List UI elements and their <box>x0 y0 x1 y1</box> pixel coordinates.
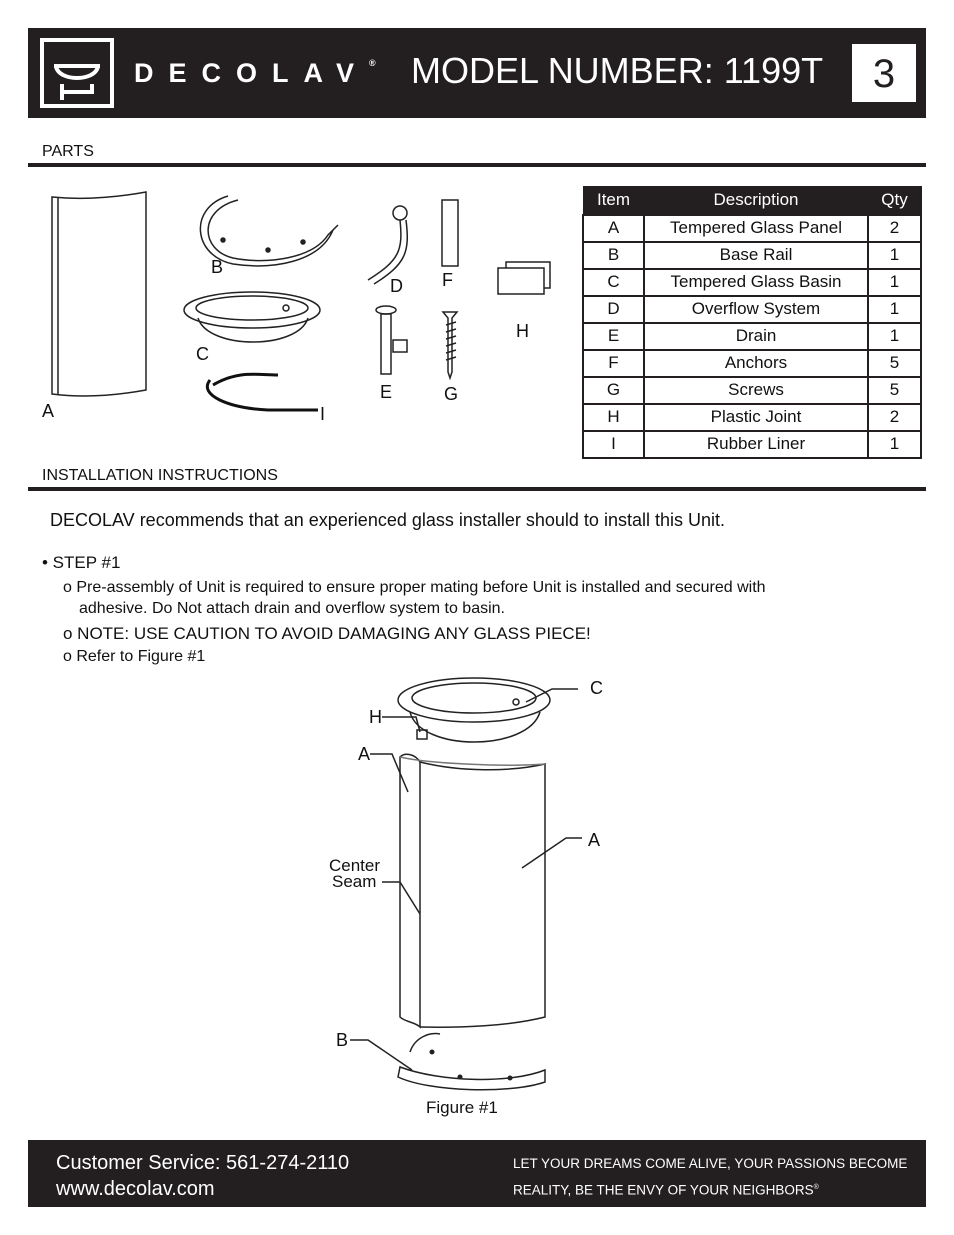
qty-cell: 1 <box>868 269 921 296</box>
intro-text: DECOLAV recommends that an experienced glass installer should to install this Unit. <box>50 510 725 530</box>
part-label-i: I <box>320 404 326 424</box>
qty-cell: 2 <box>868 404 921 431</box>
item-cell: I <box>583 431 644 458</box>
part-label-c: C <box>196 344 209 364</box>
instructions-section-title: INSTALLATION INSTRUCTIONS <box>42 467 278 484</box>
plastic-joint-part <box>498 262 550 294</box>
instruction-item: o Pre-assembly of Unit is required to ensure proper mating before Unit is installed and secured with adhesive. Do Not attach drain and overflow system to basin. <box>63 579 766 617</box>
rubber-liner-part <box>207 374 318 410</box>
description-cell: Plastic Joint <box>644 404 868 431</box>
page-header <box>28 28 926 118</box>
part-label-f: F <box>442 270 453 290</box>
website-link[interactable]: www.decolav.com <box>56 1178 215 1200</box>
part-label-e: E <box>380 382 393 402</box>
parts-section-title: PARTS <box>42 143 94 160</box>
glass-panel-part <box>52 192 146 396</box>
description-cell: Drain <box>644 323 868 350</box>
item-cell: E <box>583 323 644 350</box>
description-cell: Overflow System <box>644 296 868 323</box>
item-cell: G <box>583 377 644 404</box>
drain-part <box>376 306 407 374</box>
figure-label-seam: Seam <box>332 872 377 891</box>
table-row <box>583 323 921 350</box>
description-cell: Anchors <box>644 350 868 377</box>
figure-caption: Figure #1 <box>426 1098 498 1117</box>
qty-cell: 1 <box>868 431 921 458</box>
description-cell: Screws <box>644 377 868 404</box>
table-row <box>583 377 921 404</box>
base-rail-part <box>200 196 338 266</box>
anchor-part <box>442 200 458 266</box>
step-title: • STEP #1 <box>42 553 121 572</box>
table-row <box>583 215 921 242</box>
description-cell: Rubber Liner <box>644 431 868 458</box>
part-label-b: B <box>211 257 224 277</box>
figure-label-a-left: A <box>358 744 371 764</box>
tagline: LET YOUR DREAMS COME ALIVE, YOUR PASSIONS BECOME REALITY, BE THE ENVY OF YOUR NEIGHBORS® <box>513 1156 908 1198</box>
qty-cell: 1 <box>868 296 921 323</box>
instruction-item: o Refer to Figure #1 <box>63 648 206 665</box>
section-divider <box>28 487 926 491</box>
item-cell: A <box>583 215 644 242</box>
parts-table-header <box>583 187 921 215</box>
page-footer <box>28 1140 926 1207</box>
section-divider <box>28 163 926 167</box>
figure-label-a-right: A <box>588 830 601 850</box>
table-row <box>583 431 921 458</box>
parts-illustration <box>28 180 578 440</box>
description-cell: Tempered Glass Panel <box>644 215 868 242</box>
figure-label-b: B <box>336 1030 349 1050</box>
instruction-item: o NOTE: USE CAUTION TO AVOID DAMAGING ANY GLASS PIECE! <box>63 624 591 643</box>
decolav-logo-icon <box>40 38 114 108</box>
part-label-g: G <box>444 384 459 404</box>
qty-cell: 2 <box>868 215 921 242</box>
header-item: Item <box>583 187 644 215</box>
overflow-system-part <box>368 206 407 284</box>
item-cell: C <box>583 269 644 296</box>
figure-label-c: C <box>590 678 603 698</box>
table-row <box>583 350 921 377</box>
item-cell: D <box>583 296 644 323</box>
customer-service-phone: Customer Service: 561-274-2110 <box>56 1152 350 1174</box>
qty-cell: 5 <box>868 350 921 377</box>
header-qty: Qty <box>868 187 921 215</box>
glass-basin-part <box>184 292 320 342</box>
part-label-h: H <box>516 321 529 341</box>
contact-info <box>56 1150 349 1202</box>
qty-cell: 1 <box>868 242 921 269</box>
item-cell: B <box>583 242 644 269</box>
parts-table <box>582 186 922 459</box>
item-cell: F <box>583 350 644 377</box>
header-description: Description <box>644 187 868 215</box>
page-number: 3 <box>852 44 916 102</box>
item-cell: H <box>583 404 644 431</box>
brand-name: DECOLAV® <box>134 58 376 88</box>
screw-part <box>443 312 457 378</box>
part-label-a: A <box>42 401 55 421</box>
table-row <box>583 404 921 431</box>
assembly-figure <box>320 672 630 1092</box>
qty-cell: 1 <box>868 323 921 350</box>
part-label-d: D <box>390 276 403 296</box>
table-row <box>583 296 921 323</box>
figure-label-h: H <box>369 707 382 727</box>
description-cell: Base Rail <box>644 242 868 269</box>
qty-cell: 5 <box>868 377 921 404</box>
table-row <box>583 269 921 296</box>
description-cell: Tempered Glass Basin <box>644 269 868 296</box>
model-number: MODEL NUMBER: 1199T <box>411 50 824 91</box>
table-row <box>583 242 921 269</box>
figure-label-center: Center <box>329 856 381 875</box>
